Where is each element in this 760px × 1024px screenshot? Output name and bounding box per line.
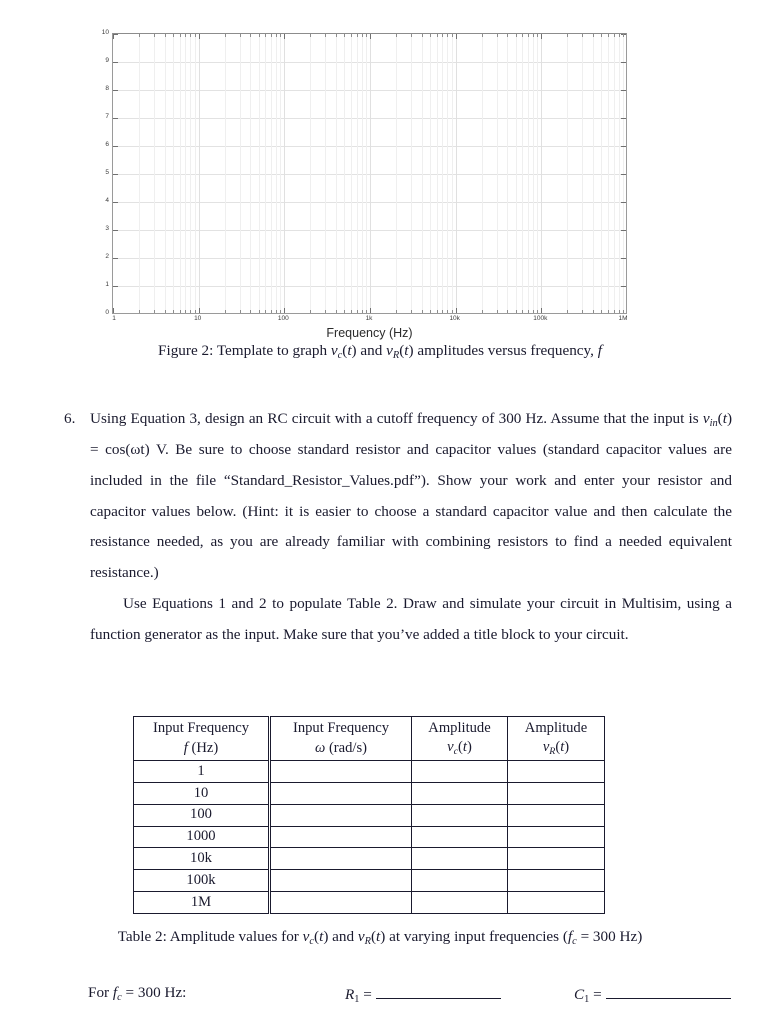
x-tick-minor [522,310,523,313]
table-caption-d: = 300 Hz) [580,928,643,945]
x-tick [113,308,114,313]
x-tick-minor [452,310,453,313]
x-tick-minor [593,34,594,37]
cell-input-frequency-rads[interactable] [270,891,412,913]
x-tick-minor [522,34,523,37]
x-tick-minor [533,310,534,313]
x-tick-minor [614,34,615,37]
x-tick-minor [250,310,251,313]
chart-x-axis-title: Frequency (Hz) [326,326,413,340]
x-tick-minor [430,310,431,313]
x-tick-minor [276,34,277,37]
cell-amplitude-vc[interactable] [412,848,508,870]
cell-input-frequency-hz: 10 [134,782,270,804]
x-tick-minor [165,310,166,313]
x-tick-minor [139,34,140,37]
th-amplitude-vc [412,717,508,761]
x-tick-minor [447,310,448,313]
x-tick-minor [351,34,352,37]
cell-amplitude-vr[interactable] [508,782,605,804]
x-tick-minor [336,34,337,37]
question-6 [0,404,760,589]
cell-amplitude-vc[interactable] [412,870,508,892]
cell-amplitude-vc[interactable] [412,804,508,826]
table-caption-vr: $v_R(t)$ [357,928,386,947]
table-body [134,761,605,914]
table-caption-vc: $v_c(t)$ [302,928,329,947]
for-fc-label: For $f_c = 300$ Hz: [88,984,187,1003]
r1-blank-rule[interactable] [376,984,501,999]
y-axis-tick-label: 3 [105,224,109,232]
x-tick-minor [567,34,568,37]
x-tick-minor [430,34,431,37]
body-text-block [0,404,760,651]
x-tick-minor [582,34,583,37]
x-tick-minor [344,34,345,37]
r1-equals: = [363,985,372,1003]
x-tick-minor [250,34,251,37]
r1-label: R1 [345,985,360,1005]
x-tick-minor [259,34,260,37]
x-tick-minor [185,34,186,37]
x-tick-minor [310,310,311,313]
th-line2: $v_c(t)$ [447,739,472,758]
cell-amplitude-vc[interactable] [412,891,508,913]
cell-input-frequency-rads[interactable] [270,826,412,848]
table-row [134,870,605,892]
x-tick [370,34,371,39]
x-tick-minor [516,310,517,313]
x-tick-minor [422,310,423,313]
figure-caption-vr: $v_R(t)$ [386,342,414,361]
cell-input-frequency-hz: 1M [134,891,270,913]
y-tick [621,90,626,91]
x-tick-minor [623,34,624,37]
cell-input-frequency-rads[interactable] [270,870,412,892]
table-2-wrapper [133,716,604,914]
y-tick [113,258,118,259]
cell-amplitude-vr[interactable] [508,804,605,826]
x-axis-tick-label: 10 [194,315,202,322]
y-tick [113,62,118,63]
x-axis-tick-label: 100 [277,315,289,322]
x-tick-minor [497,34,498,37]
x-tick-minor [190,34,191,37]
question-number: 6. [64,410,76,427]
x-tick-minor [619,34,620,37]
cell-input-frequency-rads[interactable] [270,804,412,826]
x-tick-minor [165,34,166,37]
y-axis-tick-label: 4 [105,196,109,204]
table-caption-fc: $f_c$ [567,928,577,947]
table-row [134,761,605,783]
figure-caption-mid1: and [360,342,383,359]
y-tick [621,62,626,63]
x-tick-minor [325,34,326,37]
cell-amplitude-vr[interactable] [508,826,605,848]
cell-input-frequency-hz: 100 [134,804,270,826]
th-input-frequency-hz [134,717,270,761]
frequency-template-chart [0,14,760,340]
figure-caption-f: f [597,342,602,359]
cell-amplitude-vr[interactable] [508,870,605,892]
cell-input-frequency-rads[interactable] [270,782,412,804]
x-tick-minor [567,310,568,313]
x-tick-minor [442,310,443,313]
th-input-frequency-rads [270,717,412,761]
cell-amplitude-vr[interactable] [508,761,605,783]
cell-amplitude-vr[interactable] [508,848,605,870]
y-tick [621,202,626,203]
x-tick-minor [280,310,281,313]
x-tick-minor [366,34,367,37]
x-tick-minor [396,310,397,313]
x-tick-minor [537,310,538,313]
table-row [134,891,605,913]
x-tick-minor [447,34,448,37]
question-vin: $v_{in}(t)$ [702,410,732,429]
c1-blank-rule[interactable] [606,984,731,999]
x-tick-minor [173,34,174,37]
x-tick-minor [195,34,196,37]
x-tick-minor [240,34,241,37]
cell-amplitude-vc[interactable] [412,761,508,783]
x-tick-minor [582,310,583,313]
table-caption-a: Amplitude values for [169,928,299,945]
c1-equals: = [593,985,602,1003]
x-tick-minor [442,34,443,37]
x-tick-minor [452,34,453,37]
th-line1: Amplitude [428,720,491,736]
x-tick [456,34,457,39]
y-tick [621,230,626,231]
table-row [134,848,605,870]
x-axis-tick-label: 1M [618,315,628,322]
x-tick-minor [280,34,281,37]
table-caption-prefix: Table 2: [117,928,167,945]
x-tick-minor [259,310,260,313]
th-line1: Amplitude [524,720,588,736]
x-tick-minor [533,34,534,37]
x-tick-minor [173,310,174,313]
x-tick-minor [225,310,226,313]
figure-caption-mid2: amplitudes versus frequency, [417,342,594,359]
x-tick-minor [362,310,363,313]
y-tick [113,286,118,287]
y-tick [113,202,118,203]
chart-plot-area [112,33,627,314]
c1-label: C1 [574,985,590,1005]
x-tick-minor [608,34,609,37]
th-line1: Input Frequency [292,720,390,737]
th-line1: Input Frequency [152,720,250,737]
x-tick-minor [265,34,266,37]
x-tick-minor [422,34,423,37]
x-tick-minor [411,310,412,313]
x-tick-minor [608,310,609,313]
cell-amplitude-vc[interactable] [412,826,508,848]
x-tick [456,308,457,313]
figure-block [0,0,760,361]
cell-input-frequency-rads[interactable] [270,761,412,783]
x-tick-minor [180,34,181,37]
x-tick-minor [190,310,191,313]
x-tick-minor [271,310,272,313]
question-text-a: Using Equation 3, design an RC circuit with a cutoff frequency of 300 Hz. Assume that the input is [90,410,703,427]
x-tick [284,308,285,313]
x-tick [541,34,542,39]
cell-input-frequency-hz: 1 [134,761,270,783]
x-tick-minor [357,310,358,313]
question-text-b: Be sure to choose standard resistor and capacitor values (standard capacitor values are included in the file “Standard_Resistor_Values.pdf”). Show your work and enter your resistor and capacitor values below. (Hint: it is easier to choose a standard capacitor value and then calculate the resistance needed, as you are already familiar with combining resistors to find a needed equivalent resistance.) [90,440,732,582]
x-tick-minor [154,310,155,313]
x-tick-minor [366,310,367,313]
y-axis-tick-label: 10 [101,28,109,36]
x-tick-minor [619,310,620,313]
y-axis-tick-label: 6 [105,140,109,148]
chart-tickmarks [113,34,626,313]
x-tick-minor [240,310,241,313]
table-caption [0,928,760,947]
cell-amplitude-vr[interactable] [508,891,605,913]
x-tick-minor [601,34,602,37]
x-tick-minor [507,34,508,37]
x-tick-minor [593,310,594,313]
x-tick-minor [614,310,615,313]
th-amplitude-vr [508,717,605,761]
x-tick-minor [265,310,266,313]
table-row [134,826,605,848]
y-axis-tick-label: 0 [105,308,109,316]
cell-input-frequency-hz: 10k [134,848,270,870]
amplitude-table [133,716,605,914]
x-tick-minor [357,34,358,37]
x-tick [370,308,371,313]
c1-answer-field[interactable] [574,984,731,1005]
x-tick-minor [362,34,363,37]
x-tick-minor [180,310,181,313]
table-caption-c: at varying input frequencies ( [389,928,568,945]
th-line2: f (Hz) [183,739,219,756]
x-tick-minor [537,34,538,37]
table-header-row [134,717,605,761]
question-eq: = cos(ωt) V. [90,440,176,458]
x-tick-minor [225,34,226,37]
y-tick [621,286,626,287]
y-tick [621,258,626,259]
x-tick-minor [516,34,517,37]
figure-caption-vc: $v_c(t)$ [330,342,357,361]
cell-input-frequency-hz: 100k [134,870,270,892]
y-axis-tick-label: 7 [105,112,109,120]
x-tick-minor [601,310,602,313]
x-tick-minor [154,34,155,37]
x-tick-minor [497,310,498,313]
th-line2: ω (rad/s) [314,739,368,756]
y-axis-tick-label: 5 [105,168,109,176]
x-tick [113,34,114,39]
y-axis-tick-label: 8 [105,84,109,92]
x-tick-minor [271,34,272,37]
x-tick-minor [396,34,397,37]
y-tick [621,174,626,175]
chart-y-axis-labels [92,28,109,316]
figure-caption-text: Template to graph [216,342,328,359]
x-tick-minor [344,310,345,313]
y-tick [621,118,626,119]
x-tick-minor [185,310,186,313]
question-6-paragraph-2: Use Equations 1 and 2 to populate Table 2. Draw and simulate your circuit in Multisim, using a function generator as the input. Make sure that you’ve added a title block to your circuit. [90,595,732,644]
x-tick-minor [507,310,508,313]
y-tick [113,146,118,147]
x-tick-minor [325,310,326,313]
y-axis-tick-label: 9 [105,56,109,64]
th-line2: $v_R(t)$ [542,739,570,758]
x-tick-minor [482,310,483,313]
x-tick [541,308,542,313]
x-axis-tick-label: 100k [533,315,548,322]
y-tick [113,118,118,119]
table-row [134,782,605,804]
y-tick [113,174,118,175]
x-tick [284,34,285,39]
x-tick-minor [336,310,337,313]
x-tick-minor [195,310,196,313]
x-tick-minor [623,310,624,313]
x-tick-minor [528,34,529,37]
figure-caption-prefix: Figure 2: [158,342,214,359]
figure-caption [0,342,760,361]
x-tick-minor [437,34,438,37]
table-caption-b: and [332,928,355,945]
x-tick-minor [351,310,352,313]
cell-input-frequency-hz: 1000 [134,826,270,848]
x-tick [199,34,200,39]
x-tick-minor [437,310,438,313]
y-tick [113,230,118,231]
cell-input-frequency-rads[interactable] [270,848,412,870]
x-axis-tick-label: 1k [365,315,373,322]
answer-blanks-row [0,984,760,1014]
x-axis-tick-label: 10k [449,315,460,322]
x-tick-minor [482,34,483,37]
x-tick-minor [276,310,277,313]
r1-answer-field[interactable] [345,984,501,1005]
x-axis-tick-label: 1 [112,315,116,322]
x-tick [199,308,200,313]
table-row [134,804,605,826]
x-tick-minor [528,310,529,313]
y-axis-tick-label: 1 [105,280,109,288]
y-tick [113,90,118,91]
cell-amplitude-vc[interactable] [412,782,508,804]
x-tick-minor [411,34,412,37]
x-tick-minor [310,34,311,37]
y-axis-tick-label: 2 [105,252,109,260]
x-tick-minor [139,310,140,313]
y-tick [621,146,626,147]
